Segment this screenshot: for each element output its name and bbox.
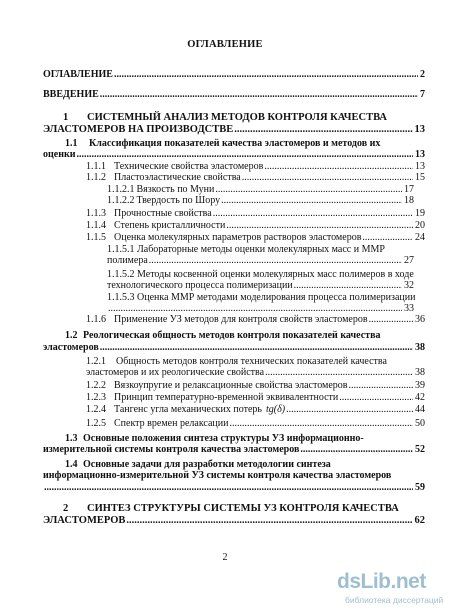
toc-leader	[100, 342, 413, 353]
toc-entry-1-1-2[interactable]: 1.1.2 Пластоэластические свойства ..... 15	[86, 172, 425, 183]
toc-chapter-1-line2[interactable]: ЭЛАСТОМЕРОВ НА ПРОИЗВОДСТВЕ ..... 13	[43, 124, 425, 135]
toc-entry-1-1-1[interactable]: 1.1.1 Технические свойства эластомеров ..... 13	[86, 161, 425, 172]
toc-leader	[300, 444, 413, 455]
toc-entry-1-2-1-line2[interactable]: эластомеров и их реологические свойства ..... 38	[86, 367, 425, 378]
toc-section-1-3-line1[interactable]: 1.3 Основные положения синтеза структуры УЗ информационно-	[65, 433, 364, 444]
toc-leader	[264, 161, 413, 172]
toc-entry-1-1-5-1-line2[interactable]: полимера ..... 27	[107, 255, 414, 266]
toc-chapter-2-line1[interactable]: 2 СИНТЕЗ СТРУКТУРЫ СИСТЕМЫ УЗ КОНТРОЛЯ КАЧЕСТВА	[63, 503, 399, 514]
toc-entry-1-1-5[interactable]: 1.1.5 Оценка молекулярных параметров растворов эластомеров ..... 24	[86, 232, 425, 243]
toc-entry-introduction[interactable]	[43, 89, 425, 100]
toc-section-1-4-line2[interactable]: информационно-измерительной УЗ системы контроля качества эластомеров	[43, 470, 392, 481]
toc-chapter-2-line2[interactable]: ЭЛАСТОМЕРОВ ..... 62	[43, 515, 425, 526]
toc-leader	[108, 303, 402, 314]
toc-leader	[44, 482, 413, 493]
toc-section-1-3-line2[interactable]: измерительной системы контроля качества эластомеров ..... 52	[43, 444, 425, 455]
toc-label: ОГЛАВЛЕНИЕ	[43, 69, 113, 80]
toc-leader	[242, 172, 413, 183]
toc-section-1-4-line1[interactable]: 1.4 Основные задачи для разработки методологии синтеза	[65, 459, 331, 470]
toc-entry-1-2-4[interactable]: 1.2.4 Тангенс угла механических потерь tg(δ) ..... 44	[86, 404, 425, 415]
toc-entry-1-1-6[interactable]: 1.1.6 Применение УЗ методов для контроля свойств эластомеров ..... 36	[86, 314, 425, 325]
toc-leader	[369, 314, 413, 325]
toc-entry-1-2-1-line1[interactable]: 1.2.1 Общность методов контроля технических показателей качества	[86, 356, 387, 367]
toc-entry-1-1-5-3-line2[interactable]: ..... 33	[107, 303, 414, 314]
toc-page: 7	[420, 89, 425, 100]
toc-leader	[149, 255, 402, 266]
toc-leader	[126, 515, 412, 526]
toc-leader	[114, 69, 418, 80]
toc-entry-1-1-2-2[interactable]: 1.1.2.2 Твердость по Шору ..... 18	[107, 195, 414, 206]
toc-entry-1-1-5-1-line1[interactable]: 1.1.5.1 Лабораторные методы оценки молекулярных масс и ММР	[107, 244, 385, 255]
toc-leader	[100, 89, 418, 100]
toc-section-1-2-line2[interactable]: эластомеров ..... 38	[43, 342, 425, 353]
toc-section-1-2-line1[interactable]: 1.2 Реологическая общность методов контроля показателей качества	[65, 330, 381, 341]
toc-leader	[226, 220, 413, 231]
toc-section-1-1-line2[interactable]: оценки ..... 13	[43, 149, 425, 160]
toc-leader	[362, 232, 413, 243]
toc-leader	[286, 404, 413, 415]
toc-entry-1-1-5-3-line1[interactable]: 1.1.5.3 Оценка ММР методами моделирования процесса полимеризации	[107, 292, 416, 303]
toc-leader	[234, 124, 412, 135]
toc-leader	[349, 380, 414, 391]
toc-leader	[294, 280, 402, 291]
toc-section-1-1-line1[interactable]: 1.1 Классификация показателей качества эластомеров и методов их	[65, 138, 381, 149]
toc-leader	[221, 195, 402, 206]
page-number: 2	[222, 552, 228, 563]
toc-section-1-4-line3[interactable]: ..... 59	[43, 482, 425, 493]
toc-entry-1-1-3[interactable]: 1.1.3 Прочностные свойства ..... 19	[86, 208, 425, 219]
toc-entry-1-2-5[interactable]: 1.2.5 Спектр времен релаксации ..... 50	[86, 418, 425, 429]
toc-leader	[339, 392, 413, 403]
toc-entry-1-1-5-2-line1[interactable]: 1.1.5.2 Методы косвенной оценки молекулярных масс полимеров в ходе	[107, 269, 414, 280]
page-title: ОГЛАВЛЕНИЕ	[187, 39, 263, 50]
toc-leader	[77, 149, 414, 160]
toc-entry-1-1-4[interactable]: 1.1.4 Степень кристалличности ..... 20	[86, 220, 425, 231]
toc-entry-1-1-2-1[interactable]: 1.1.2.1 Вязкость по Муни ..... 17	[107, 184, 414, 195]
toc-chapter-1-line1[interactable]: 1 СИСТЕМНЫЙ АНАЛИЗ МЕТОДОВ КОНТРОЛЯ КАЧЕСТВА	[63, 112, 387, 123]
watermark-logo: dsLib.net	[337, 570, 426, 593]
toc-leader	[230, 418, 414, 429]
toc-page: 2	[420, 69, 425, 80]
toc-leader	[215, 184, 402, 195]
toc-entry-1-1-5-2-line2[interactable]: технологического процесса полимеризации ..... 32	[107, 280, 414, 291]
toc-entry-1-2-2[interactable]: 1.2.2 Вязкоупругие и релаксационные свойства эластомеров ..... 39	[86, 380, 425, 391]
toc-leader	[213, 208, 413, 219]
toc-entry-1-2-3[interactable]: 1.2.3 Принцип температурно-временной эквивалентности ..... 42	[86, 392, 425, 403]
toc-entry-contents[interactable]	[43, 69, 425, 80]
toc-leader	[265, 367, 413, 378]
watermark	[337, 570, 447, 610]
watermark-caption: библиотека диссертаций	[345, 595, 444, 605]
toc-label: ВВЕДЕНИЕ	[43, 89, 99, 100]
tangent-formula: tg(δ)	[265, 404, 286, 415]
